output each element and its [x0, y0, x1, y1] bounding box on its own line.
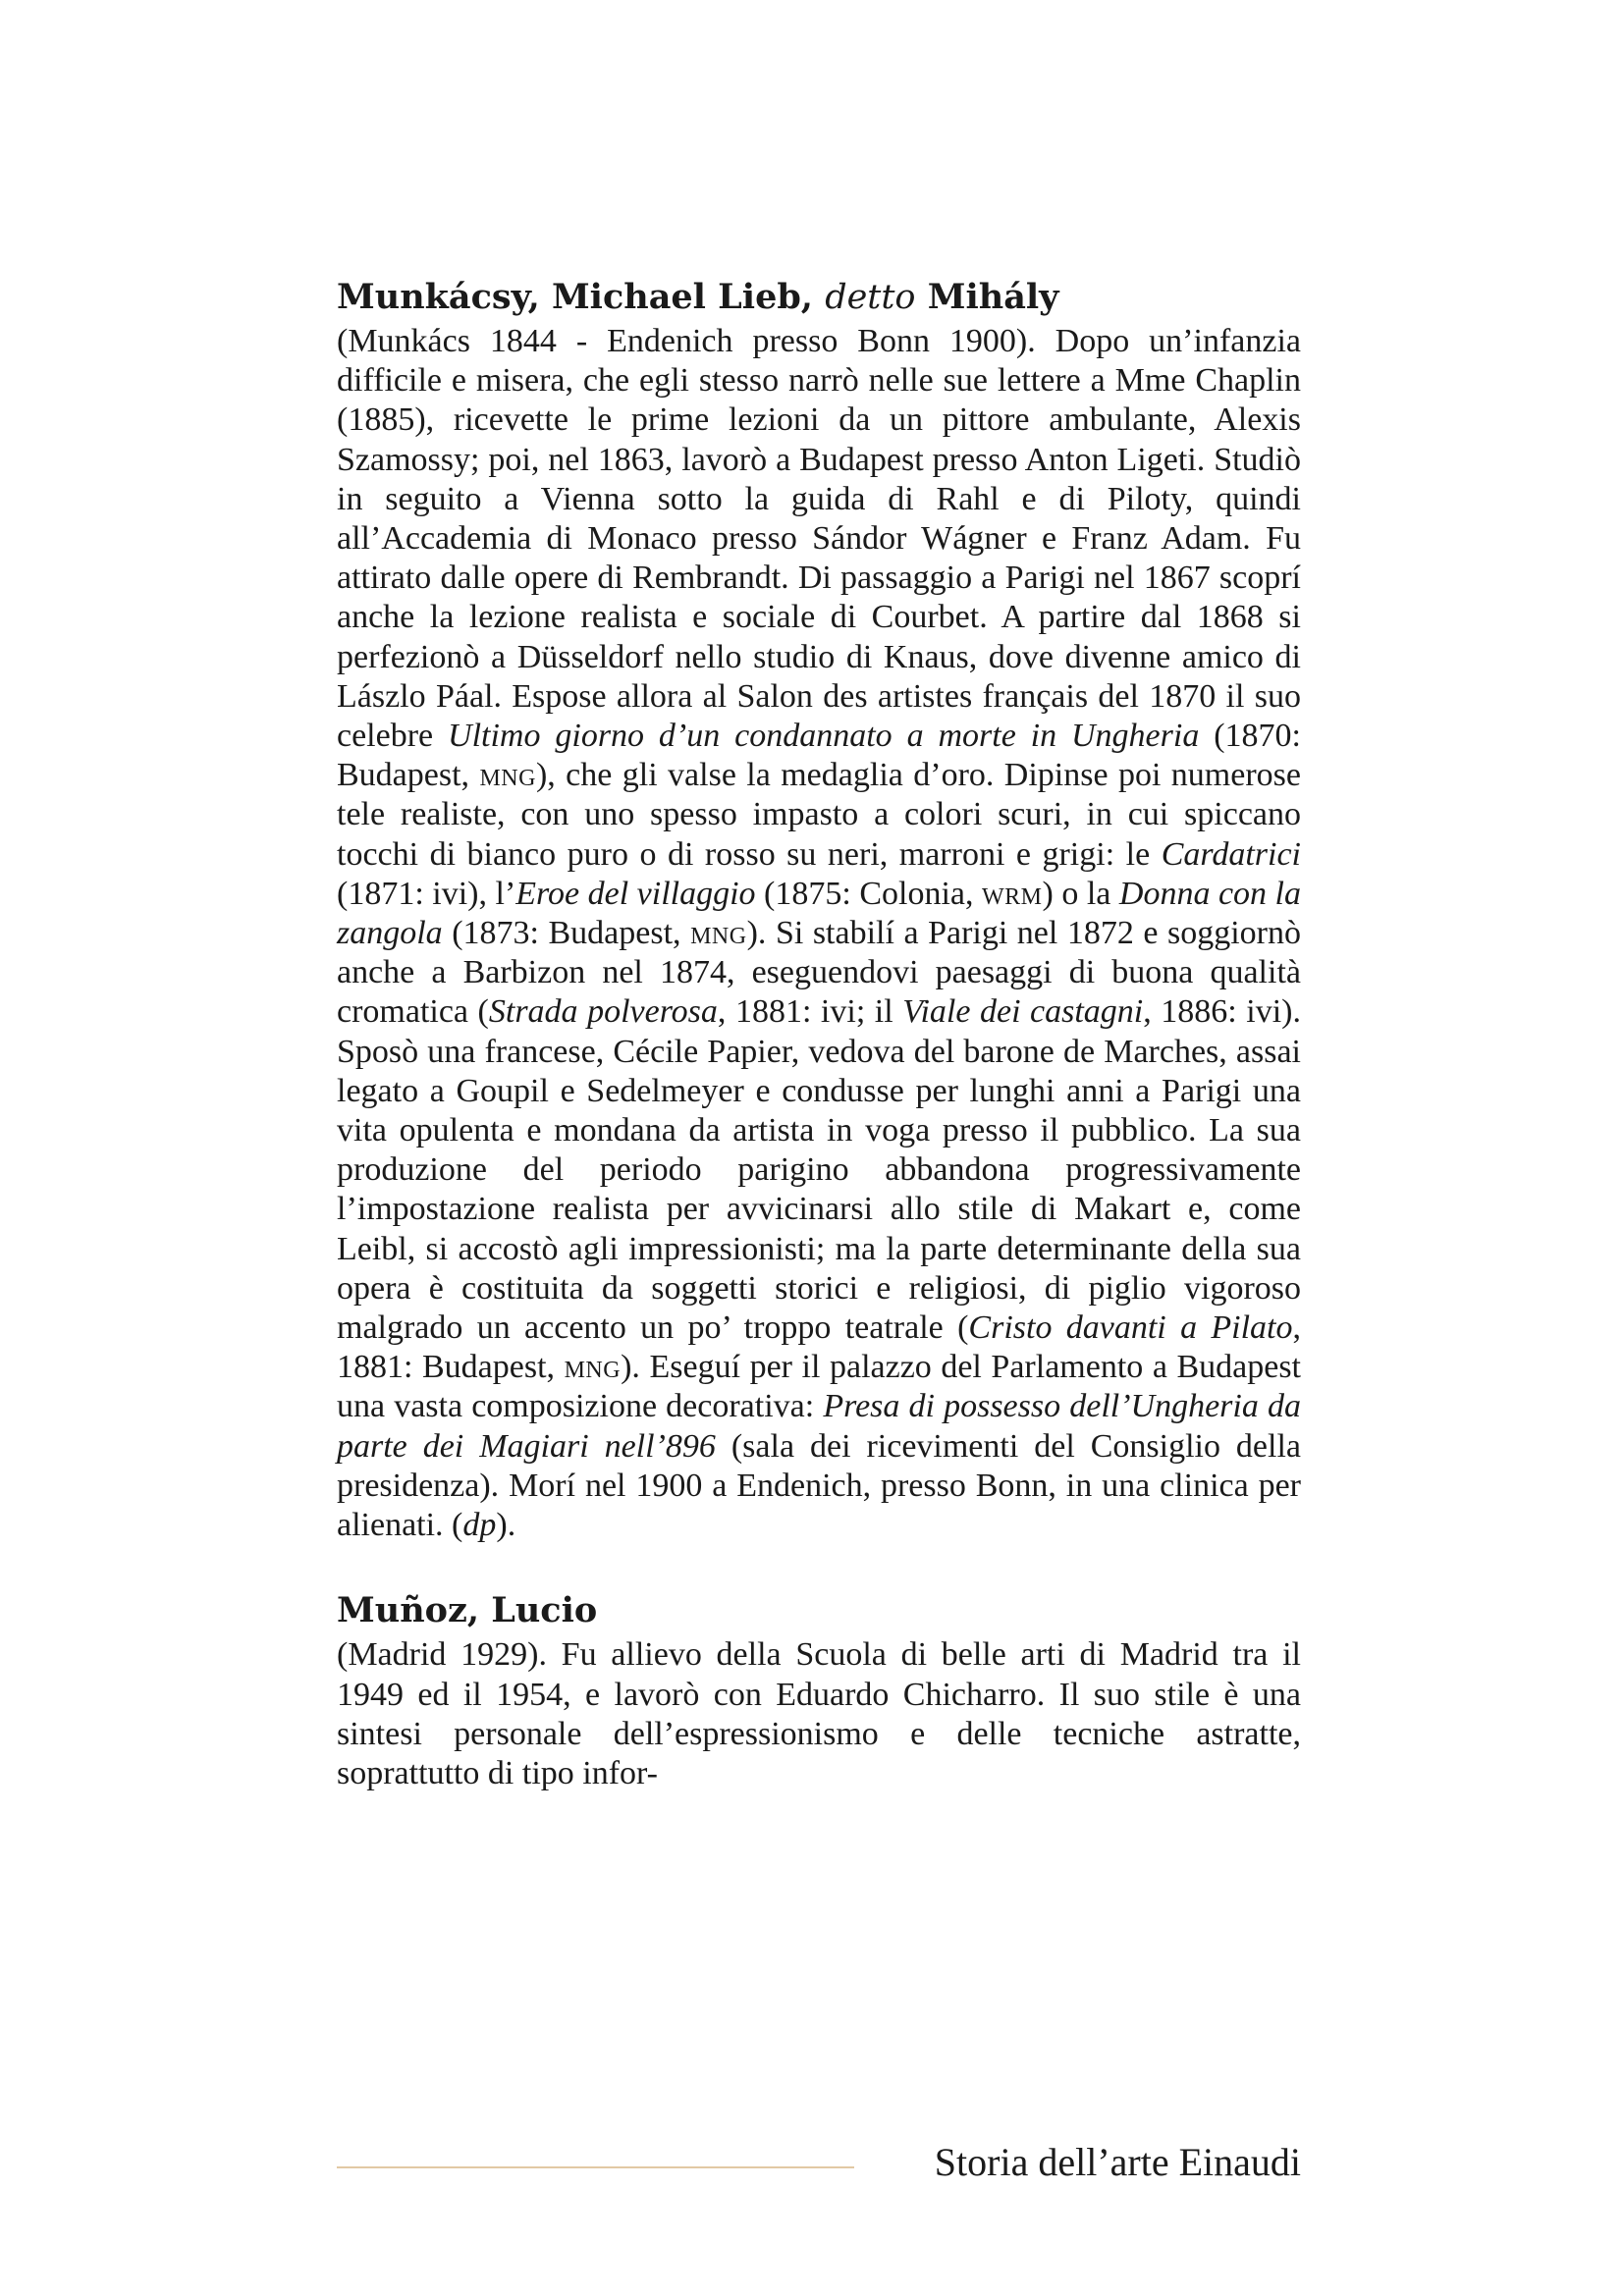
italic-run: Cristo davanti a Pilato	[968, 1309, 1293, 1347]
footer-rule	[337, 2166, 854, 2168]
text-run: , 1886: ivi). Sposò una francese, Cécile Papier, vedova del barone de Marches, assai legato a Goupil e Sedelmeyer e condusse per lunghi anni a Parigi una vita opulenta e mondana da artista in voga presso il pubblico. La sua produzione del periodo parigino abbandona progressivamente l’impostazione realista per avvicinarsi allo stile di Makart e, come Leibl, si accostò agli impressionisti; ma la parte determinante della sua opera è costituita da soggetti storici e religiosi, di piglio vigoroso malgrado un accento un po’ troppo teatrale (	[337, 993, 1301, 1347]
italic-run: dp	[462, 1507, 497, 1544]
abbreviation-run: mng	[690, 915, 747, 952]
text-run: ). Eseguí per il palazzo del Parlamento a Budapest una vasta composizione decorativa:	[337, 1349, 1302, 1425]
italic-run: Ultimo giorno d’un condannato a morte in Ungheria	[448, 718, 1200, 755]
text-run: ).	[496, 1507, 516, 1544]
text-run: (sala dei ricevimenti del Consiglio della presidenza). Morí nel 1900 a Endenich, presso Bonn, in una clinica per alienati. (	[337, 1427, 1301, 1544]
italic-run: Cardatrici	[1161, 835, 1301, 873]
page-footer	[337, 2137, 1301, 2188]
entry-heading	[337, 275, 1301, 320]
entry-heading	[337, 1588, 1301, 1633]
text-run: ) o la	[1042, 875, 1119, 912]
abbreviation-run: mng	[479, 757, 536, 794]
italic-run: Presa di possesso dell’Ungheria da parte dei Magiari nell’896	[337, 1388, 1301, 1465]
text-run: (1870: Budapest,	[337, 718, 1301, 794]
text-run: (Madrid 1929). Fu allievo della Scuola di belle arti di Madrid tra il 1949 ed il 1954, e lavorò con Eduardo Chicharro. Il suo stile è una sintesi personale dell’espressionismo e delle tecniche astratte, soprattutto di tipo infor-	[337, 1636, 1301, 1791]
text-run: (1875: Colonia,	[755, 875, 982, 912]
entry-heading-alias: Mihály	[927, 277, 1059, 317]
text-run: (1873: Budapest,	[442, 915, 691, 952]
entry-heading-name: Munkácsy, Michael Lieb,	[337, 277, 813, 317]
entry-munkacsy	[337, 275, 1301, 1545]
italic-run: Eroe del villaggio	[515, 875, 756, 912]
entry-munoz	[337, 1588, 1301, 1793]
abbreviation-run: wrm	[982, 875, 1043, 912]
entry-body	[337, 322, 1301, 1545]
text-run: , 1881: Budapest,	[337, 1309, 1302, 1386]
text-run: , 1881: ivi; il	[717, 993, 903, 1031]
page-content	[337, 275, 1301, 1793]
entry-heading-detto: detto	[825, 278, 916, 317]
footer-title: Storia dell’arte Einaudi	[934, 2140, 1301, 2184]
text-run: ), che gli valse la medaglia d’oro. Dipinse poi numerose tele realiste, con uno spesso impasto a colori scuri, in cui spiccano tocchi di bianco puro o di rosso su neri, marroni e grigi: le	[337, 757, 1301, 873]
italic-run: Donna con la zangola	[337, 875, 1301, 952]
entry-heading-name: Muñoz, Lucio	[337, 1590, 598, 1631]
entry-body	[337, 1635, 1301, 1793]
text-run: (1871: ivi), l’	[337, 875, 516, 912]
text-run: ). Si stabilí a Parigi nel 1872 e soggiornò anche a Barbizon nel 1874, eseguendovi paesaggi di buona qualità cromatica (	[337, 915, 1302, 1031]
italic-run: Viale dei castagni	[902, 993, 1144, 1031]
abbreviation-run: mng	[564, 1349, 622, 1386]
italic-run: Strada polverosa	[488, 993, 718, 1031]
text-run: (Munkács 1844 - Endenich presso Bonn 1900). Dopo un’infanzia difficile e misera, che egli stesso narrò nelle sue lettere a Mme Chaplin (1885), ricevette le prime lezioni da un pittore ambulante, Alexis Szamossy; poi, nel 1863, lavorò a Budapest presso Anton Ligeti. Studiò in seguito a Vienna sotto la guida di Rahl e di Piloty, quindi all’Accademia di Monaco presso Sándor Wágner e Franz Adam. Fu attirato dalle opere di Rembrandt. Di passaggio a Parigi nel 1867 scoprí anche la lezione realista e sociale di Courbet. A partire dal 1868 si perfezionò a Düsseldorf nello studio di Knaus, dove divenne amico di Lászlo Páal. Espose allora al Salon des artistes français del 1870 il suo celebre	[337, 323, 1301, 755]
